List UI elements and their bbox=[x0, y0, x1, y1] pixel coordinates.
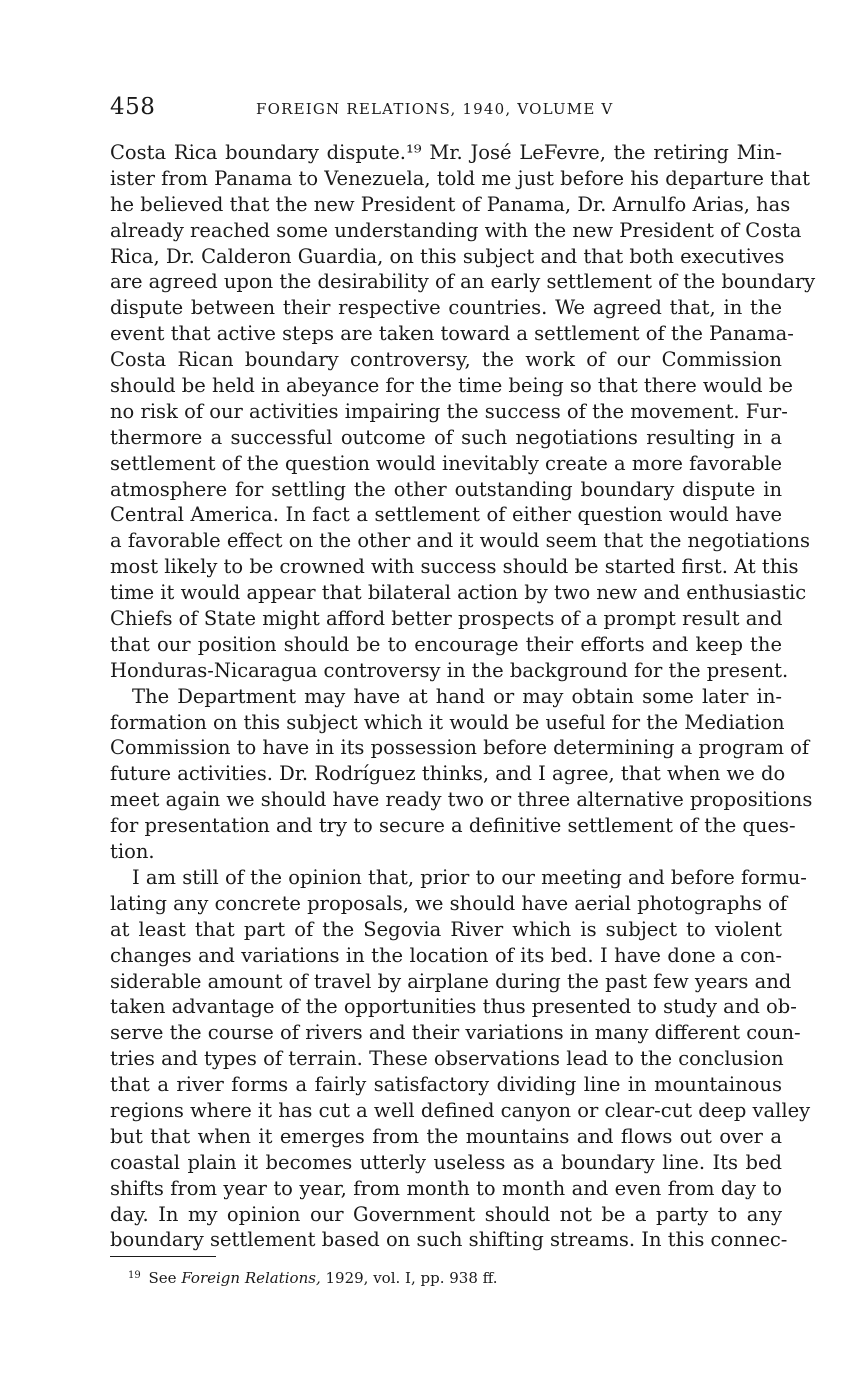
text-line: day. In my opinion our Government should not be a party to any bbox=[110, 1202, 782, 1226]
text-line: at least that part of the Segovia River which is subject to violent bbox=[110, 917, 782, 941]
text-line: he believed that the new President of Panama, Dr. Arnulfo Arias, has bbox=[110, 192, 791, 216]
footnote-marker: 19 bbox=[128, 1270, 141, 1281]
text-line: already reached some understanding with the new President of Costa bbox=[110, 218, 802, 242]
text-line: taken advantage of the opportunities thus presented to study and ob- bbox=[110, 995, 797, 1019]
text-line: formation on this subject which it would be useful for the Mediation bbox=[110, 710, 785, 734]
text-line: coastal plain it becomes utterly useless as a boundary line. Its bed bbox=[110, 1150, 782, 1174]
text-line: thermore a successful outcome of such negotiations resulting in a bbox=[110, 425, 782, 449]
text-line: Honduras-Nicaragua controversy in the background for the present. bbox=[110, 658, 789, 682]
text-line: that our position should be to encourage their efforts and keep the bbox=[110, 632, 782, 656]
text-line: but that when it emerges from the mountains and flows out over a bbox=[110, 1124, 782, 1148]
text-line: serve the course of rivers and their variations in many different coun- bbox=[110, 1021, 801, 1045]
page-number: 458 bbox=[110, 94, 156, 120]
text-line: that a river forms a fairly satisfactory dividing line in mountainous bbox=[110, 1073, 782, 1097]
text-line: no risk of our activities impairing the success of the movement. Fur- bbox=[110, 399, 788, 423]
footnote-divider bbox=[110, 1256, 216, 1257]
text-line: are agreed upon the desirability of an early settlement of the boundary bbox=[110, 270, 816, 294]
text-line: siderable amount of travel by airplane during the past few years and bbox=[110, 969, 792, 993]
text-line: lating any concrete proposals, we should have aerial photographs of bbox=[110, 891, 788, 915]
text-line: future activities. Dr. Rodríguez thinks, and I agree, that when we do bbox=[110, 762, 786, 786]
text-line: boundary settlement based on such shifting streams. In this connec- bbox=[110, 1228, 788, 1252]
text-line: time it would appear that bilateral action by two new and enthusiastic bbox=[110, 581, 807, 605]
text-line: changes and variations in the location of its bed. I have done a con- bbox=[110, 943, 782, 967]
text-line: ister from Panama to Venezuela, told me just before his departure that bbox=[110, 166, 810, 190]
text-line: atmosphere for settling the other outstanding boundary dispute in bbox=[110, 477, 782, 501]
footnote-citation: 1929, vol. I, pp. 938 ff. bbox=[325, 1269, 498, 1287]
text-line: event that active steps are taken toward a settlement of the Panama- bbox=[110, 322, 794, 346]
footnote-prefix: See bbox=[148, 1269, 177, 1287]
text-line: regions where it has cut a well defined canyon or clear-cut deep valley bbox=[110, 1098, 811, 1122]
running-title: FOREIGN RELATIONS, 1940, VOLUME V bbox=[256, 100, 614, 118]
text-line: most likely to be crowned with success should be started first. At this bbox=[110, 555, 799, 579]
running-head bbox=[110, 94, 782, 124]
text-line: settlement of the question would inevitably create a more favorable bbox=[110, 451, 782, 475]
text-line: meet again we should have ready two or three alternative propositions bbox=[110, 788, 813, 812]
text-line: Costa Rican boundary controversy, the work of our Commission bbox=[110, 348, 782, 372]
text-line: Commission to have in its possession before determining a program of bbox=[110, 736, 810, 760]
text-line: dispute between their respective countries. We agreed that, in the bbox=[110, 296, 782, 320]
text-line: tries and types of terrain. These observations lead to the conclusion bbox=[110, 1047, 784, 1071]
text-line: Central America. In fact a settlement of either question would have bbox=[110, 503, 782, 527]
text-line: Chiefs of State might afford better prospects of a prompt result and bbox=[110, 607, 783, 631]
text-line: Rica, Dr. Calderon Guardia, on this subject and that both executives bbox=[110, 244, 785, 268]
text-line: I am still of the opinion that, prior to our meeting and before formu- bbox=[132, 865, 807, 889]
body-text bbox=[110, 140, 816, 1253]
footnote-title: Foreign Relations, bbox=[181, 1269, 321, 1287]
footnote bbox=[128, 1269, 498, 1287]
text-line: The Department may have at hand or may obtain some later in- bbox=[132, 684, 782, 708]
text-line: tion. bbox=[110, 840, 155, 864]
text-line: Costa Rica boundary dispute.¹⁹ Mr. José LeFevre, the retiring Min- bbox=[110, 141, 782, 164]
text-line: shifts from year to year, from month to month and even from day to bbox=[110, 1176, 782, 1200]
text-line: should be held in abeyance for the time being so that there would be bbox=[110, 374, 793, 398]
text-line: for presentation and try to secure a definitive settlement of the ques- bbox=[110, 814, 796, 838]
text-line: a favorable effect on the other and it would seem that the negotiations bbox=[110, 529, 810, 553]
